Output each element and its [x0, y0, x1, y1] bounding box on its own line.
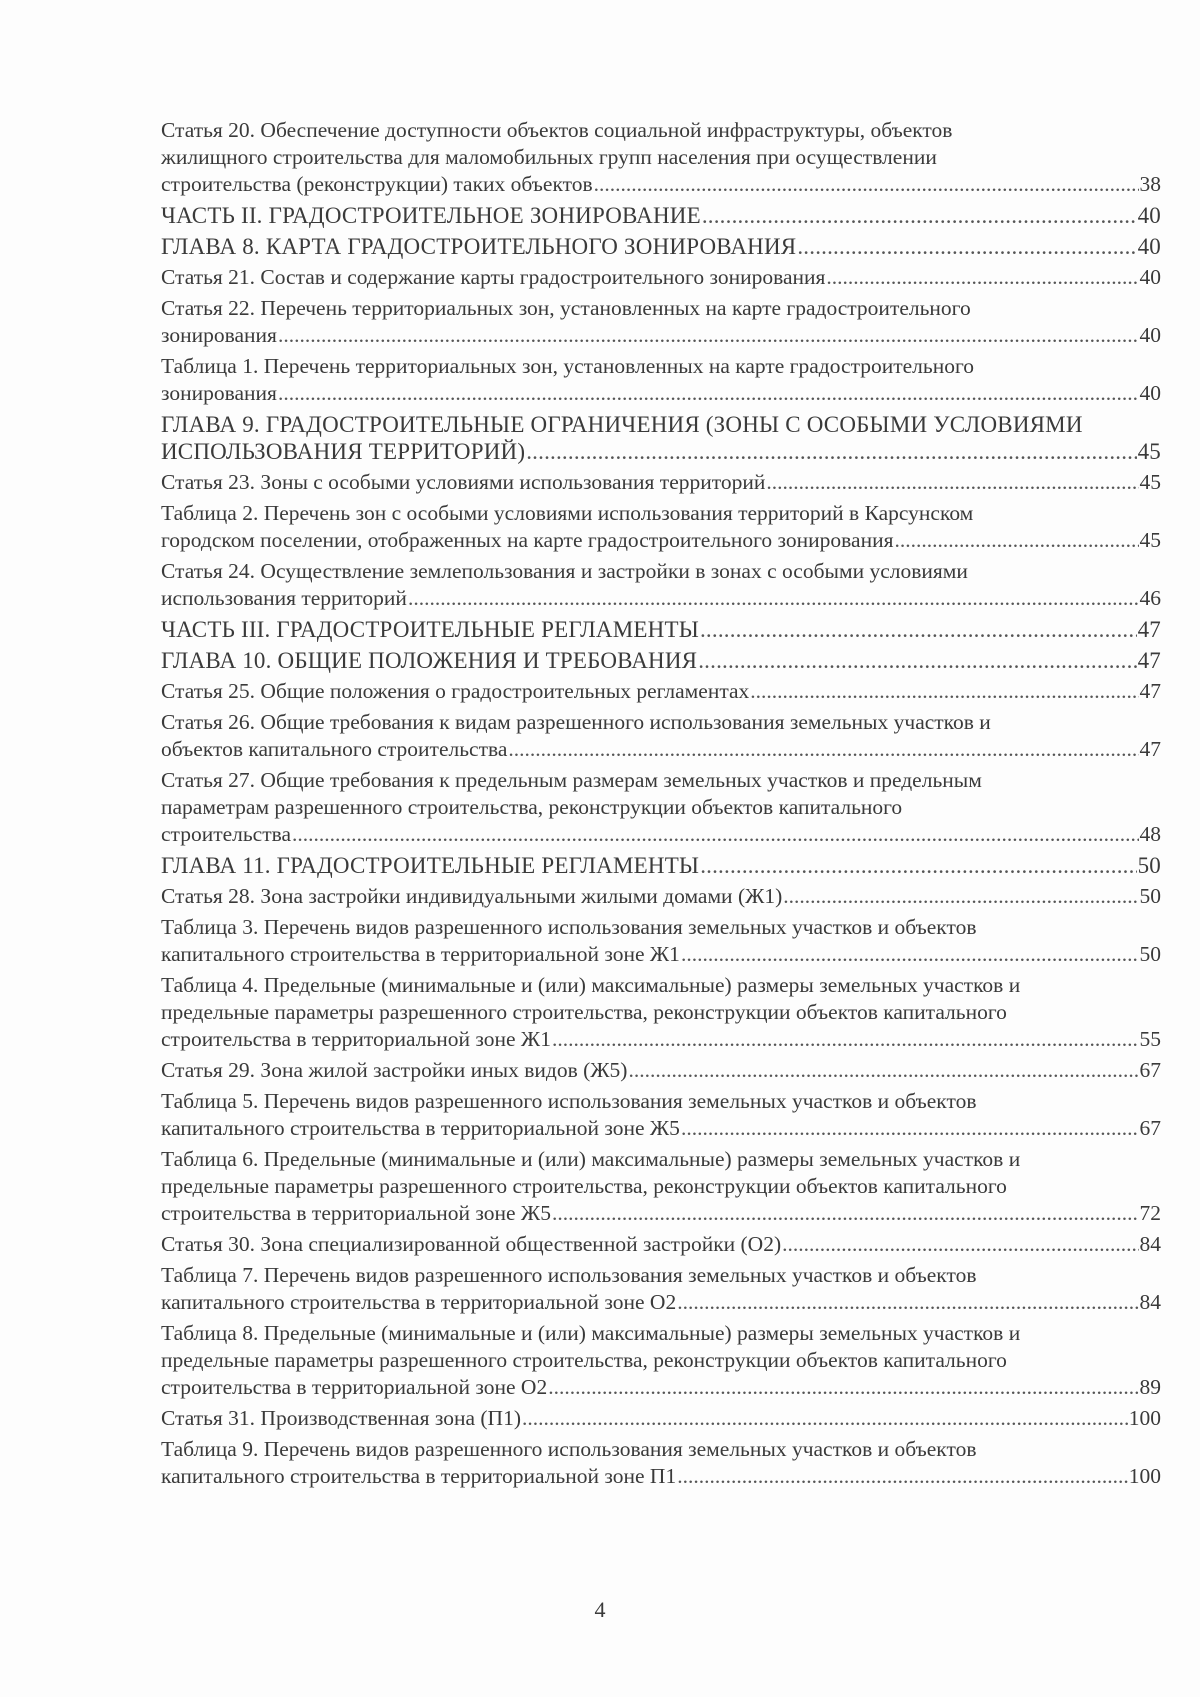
toc-entry-last-line: [161, 469, 1161, 496]
toc-page-number: 40: [1137, 203, 1161, 228]
dot-leader: [698, 647, 1136, 674]
toc-entry-text-line: капитального строительства в территориальной зоне Ж1: [161, 942, 680, 966]
dot-leader: [766, 469, 1138, 496]
dot-leader: [750, 678, 1138, 705]
toc-entry-text-line: строительства в территориальной зоне Ж1: [161, 1027, 551, 1051]
toc-entry-text-line: Статья 30. Зона специализированной общественной застройки (О2): [161, 1232, 782, 1256]
toc-page-number: 40: [1139, 323, 1161, 347]
toc-entry: [161, 1146, 1161, 1227]
toc-entry: [161, 233, 1161, 260]
toc-entry-last-line: [161, 883, 1161, 910]
toc-page-number: 50: [1137, 853, 1161, 878]
dot-leader: [552, 1200, 1139, 1227]
toc-entry-text-line: зонирования: [161, 381, 277, 405]
toc-entry-text-line: ЧАСТЬ III. ГРАДОСТРОИТЕЛЬНЫЕ РЕГЛАМЕНТЫ: [161, 617, 699, 642]
dot-leader: [628, 1057, 1138, 1084]
toc-entry-text-line: Таблица 3. Перечень видов разрешенного использования земельных участков и объектов: [161, 915, 977, 939]
toc-entry-text-line: Статья 25. Общие положения о градостроительных регламентах: [161, 679, 750, 703]
toc-entry-last-line: [161, 233, 1161, 260]
toc-page-number: 47: [1137, 617, 1161, 642]
toc-entry: [161, 883, 1161, 910]
toc-entry-text-line: Статья 26. Общие требования к видам разрешенного использования земельных участков и: [161, 710, 991, 734]
toc-entry: [161, 709, 1161, 763]
toc-entry-text-line: капитального строительства в территориальной зоне Ж5: [161, 1116, 680, 1140]
toc-entry-last-line: [161, 852, 1161, 879]
dot-leader: [826, 264, 1138, 291]
toc-entry-text-line: Статья 31. Производственная зона (П1): [161, 1406, 521, 1430]
toc-entry: [161, 469, 1161, 496]
toc-entry-last-line: [161, 1405, 1161, 1432]
toc-entry: [161, 117, 1161, 198]
toc-entry-text-line: предельные параметры разрешенного строительства, реконструкции объектов капитального: [161, 1348, 1007, 1372]
toc-entry: [161, 500, 1161, 554]
toc-entry-last-line: [161, 616, 1161, 643]
toc-entry-last-line: [161, 171, 1161, 198]
toc-page-number: 38: [1139, 172, 1161, 196]
toc-entry-text-line: строительства (реконструкции) таких объектов: [161, 172, 593, 196]
toc-entry: [161, 647, 1161, 674]
toc-entry-last-line: [161, 1231, 1161, 1258]
toc-entry-text-line: Таблица 5. Перечень видов разрешенного использования земельных участков и объектов: [161, 1089, 977, 1113]
page-number: 4: [594, 1597, 606, 1622]
toc-entry-last-line: [161, 821, 1161, 848]
toc-entry-last-line: [161, 1200, 1161, 1227]
toc-entry-text-line: Таблица 1. Перечень территориальных зон, установленных на карте градостроительного: [161, 354, 974, 378]
toc-page-number: 67: [1139, 1116, 1161, 1140]
dot-leader: [508, 736, 1138, 763]
toc-entry-text-line: Статья 27. Общие требования к предельным размерам земельных участков и предельным: [161, 768, 982, 792]
toc-entry: [161, 972, 1161, 1053]
toc-entry-text-line: Статья 28. Зона застройки индивидуальными жилыми домами (Ж1): [161, 884, 783, 908]
toc-entry: [161, 202, 1161, 229]
toc-entry: [161, 1231, 1161, 1258]
toc-entry: [161, 852, 1161, 879]
toc-entry-text-line: использования территорий: [161, 586, 407, 610]
toc-entry-last-line: [161, 1289, 1161, 1316]
toc-entry-text-line: Таблица 9. Перечень видов разрешенного использования земельных участков и объектов: [161, 1437, 977, 1461]
toc-entry-text-line: строительства в территориальной зоне Ж5: [161, 1201, 551, 1225]
toc-page-number: 84: [1139, 1290, 1161, 1314]
toc-page-number: 72: [1139, 1201, 1161, 1225]
toc-page-number: 40: [1137, 234, 1161, 259]
dot-leader: [677, 1463, 1128, 1490]
toc-page-number: 89: [1139, 1375, 1161, 1399]
toc-entry-text-line: жилищного строительства для маломобильных групп населения при осуществлении: [161, 145, 937, 169]
toc-entry-text-line: Таблица 6. Предельные (минимальные и (или) максимальные) размеры земельных участков и: [161, 1147, 1021, 1171]
dot-leader: [681, 1115, 1139, 1142]
toc-entry-text-line: Статья 23. Зоны с особыми условиями использования территорий: [161, 470, 766, 494]
toc-entry: [161, 411, 1161, 465]
dot-leader: [782, 1231, 1138, 1258]
toc-entry-last-line: [161, 1026, 1161, 1053]
toc-page-number: 45: [1139, 470, 1161, 494]
toc-page-number: 48: [1139, 822, 1161, 846]
toc-entry-last-line: [161, 585, 1161, 612]
toc-entry-text-line: Таблица 8. Предельные (минимальные и (или) максимальные) размеры земельных участков и: [161, 1321, 1021, 1345]
dot-leader: [548, 1374, 1138, 1401]
toc-entry: [161, 1262, 1161, 1316]
toc-entry-text-line: строительства в территориальной зоне О2: [161, 1375, 548, 1399]
toc-page-number: 45: [1139, 528, 1161, 552]
toc-entry-last-line: [161, 1463, 1161, 1490]
toc-entry-last-line: [161, 1115, 1161, 1142]
toc-entry-text-line: Статья 24. Осуществление землепользования и застройки в зонах с особыми условиями: [161, 559, 968, 583]
toc-page-number: 50: [1139, 884, 1161, 908]
toc-entry-text-line: Статья 29. Зона жилой застройки иных видов (Ж5): [161, 1058, 628, 1082]
toc-entry-text-line: Статья 20. Обеспечение доступности объектов социальной инфраструктуры, объектов: [161, 118, 953, 142]
toc-entry-text-line: предельные параметры разрешенного строительства, реконструкции объектов капитального: [161, 1000, 1007, 1024]
toc-entry-text-line: ГЛАВА 9. ГРАДОСТРОИТЕЛЬНЫЕ ОГРАНИЧЕНИЯ (ЗОНЫ С ОСОБЫМИ УСЛОВИЯМИ: [161, 412, 1083, 437]
toc-entry-last-line: [161, 1374, 1161, 1401]
toc-page-number: 50: [1139, 942, 1161, 966]
dot-leader: [278, 380, 1139, 407]
dot-leader: [552, 1026, 1139, 1053]
toc-entry: [161, 353, 1161, 407]
toc-entry-last-line: [161, 438, 1161, 465]
toc-entry: [161, 1057, 1161, 1084]
dot-leader: [700, 852, 1136, 879]
toc-entry: [161, 767, 1161, 848]
toc-page-number: 100: [1128, 1464, 1161, 1488]
toc-page-number: 47: [1139, 737, 1161, 761]
dot-leader: [292, 821, 1138, 848]
toc-entry-last-line: [161, 941, 1161, 968]
toc-entry-text-line: ЧАСТЬ II. ГРАДОСТРОИТЕЛЬНОЕ ЗОНИРОВАНИЕ: [161, 203, 701, 228]
dot-leader: [522, 1405, 1128, 1432]
dot-leader: [278, 322, 1139, 349]
toc-entry-text-line: Таблица 4. Предельные (минимальные и (или) максимальные) размеры земельных участков и: [161, 973, 1021, 997]
dot-leader: [700, 616, 1137, 643]
toc-entry: [161, 264, 1161, 291]
toc-page-number: 45: [1137, 439, 1161, 464]
toc-page-number: 84: [1139, 1232, 1161, 1256]
toc-entry-text-line: строительства: [161, 822, 292, 846]
toc-entry-text-line: Таблица 7. Перечень видов разрешенного использования земельных участков и объектов: [161, 1263, 977, 1287]
toc-entry-text-line: предельные параметры разрешенного строительства, реконструкции объектов капитального: [161, 1174, 1007, 1198]
toc-entry-text-line: Статья 22. Перечень территориальных зон, установленных на карте градостроительного: [161, 296, 971, 320]
toc-entry-text-line: капитального строительства в территориальной зоне О2: [161, 1290, 677, 1314]
dot-leader: [797, 233, 1136, 260]
toc-entry-text-line: ГЛАВА 11. ГРАДОСТРОИТЕЛЬНЫЕ РЕГЛАМЕНТЫ: [161, 853, 700, 878]
toc-entry: [161, 1320, 1161, 1401]
toc-entry-last-line: [161, 322, 1161, 349]
toc-entry: [161, 914, 1161, 968]
toc-page-number: 67: [1139, 1058, 1161, 1082]
toc-entry-last-line: [161, 678, 1161, 705]
table-of-contents: [161, 117, 1161, 1494]
dot-leader: [677, 1289, 1138, 1316]
toc-entry-last-line: [161, 647, 1161, 674]
toc-page-number: 55: [1139, 1027, 1161, 1051]
toc-entry-text-line: ГЛАВА 8. КАРТА ГРАДОСТРОИТЕЛЬНОГО ЗОНИРОВАНИЯ: [161, 234, 797, 259]
toc-page-number: 100: [1128, 1406, 1161, 1430]
toc-entry-last-line: [161, 380, 1161, 407]
dot-leader: [783, 883, 1138, 910]
toc-entry: [161, 616, 1161, 643]
toc-entry: [161, 1436, 1161, 1490]
toc-entry-last-line: [161, 1057, 1161, 1084]
toc-entry: [161, 1088, 1161, 1142]
toc-entry-text-line: параметрам разрешенного строительства, реконструкции объектов капитального: [161, 795, 903, 819]
toc-entry-text-line: зонирования: [161, 323, 277, 347]
toc-entry-last-line: [161, 736, 1161, 763]
dot-leader: [594, 171, 1139, 198]
toc-entry-text-line: Статья 21. Состав и содержание карты градостроительного зонирования: [161, 265, 826, 289]
toc-page-number: 46: [1139, 586, 1161, 610]
toc-entry-text-line: объектов капитального строительства: [161, 737, 508, 761]
toc-entry: [161, 558, 1161, 612]
toc-page-number: 40: [1139, 381, 1161, 405]
toc-entry-text-line: ГЛАВА 10. ОБЩИЕ ПОЛОЖЕНИЯ И ТРЕБОВАНИЯ: [161, 648, 698, 673]
toc-entry-last-line: [161, 264, 1161, 291]
toc-entry-last-line: [161, 527, 1161, 554]
dot-leader: [526, 438, 1136, 465]
toc-entry-text-line: капитального строительства в территориальной зоне П1: [161, 1464, 677, 1488]
toc-entry: [161, 678, 1161, 705]
toc-entry-text-line: ИСПОЛЬЗОВАНИЯ ТЕРРИТОРИЙ): [161, 439, 526, 464]
toc-entry: [161, 1405, 1161, 1432]
dot-leader: [681, 941, 1139, 968]
toc-entry-last-line: [161, 202, 1161, 229]
dot-leader: [895, 527, 1139, 554]
toc-page-number: 47: [1137, 648, 1161, 673]
toc-page-number: 47: [1139, 679, 1161, 703]
toc-entry: [161, 295, 1161, 349]
toc-entry-text-line: городском поселении, отображенных на карте градостроительного зонирования: [161, 528, 894, 552]
toc-entry-text-line: Таблица 2. Перечень зон с особыми условиями использования территорий в Карсунском: [161, 501, 974, 525]
toc-page-number: 40: [1139, 265, 1161, 289]
dot-leader: [408, 585, 1139, 612]
dot-leader: [702, 202, 1137, 229]
